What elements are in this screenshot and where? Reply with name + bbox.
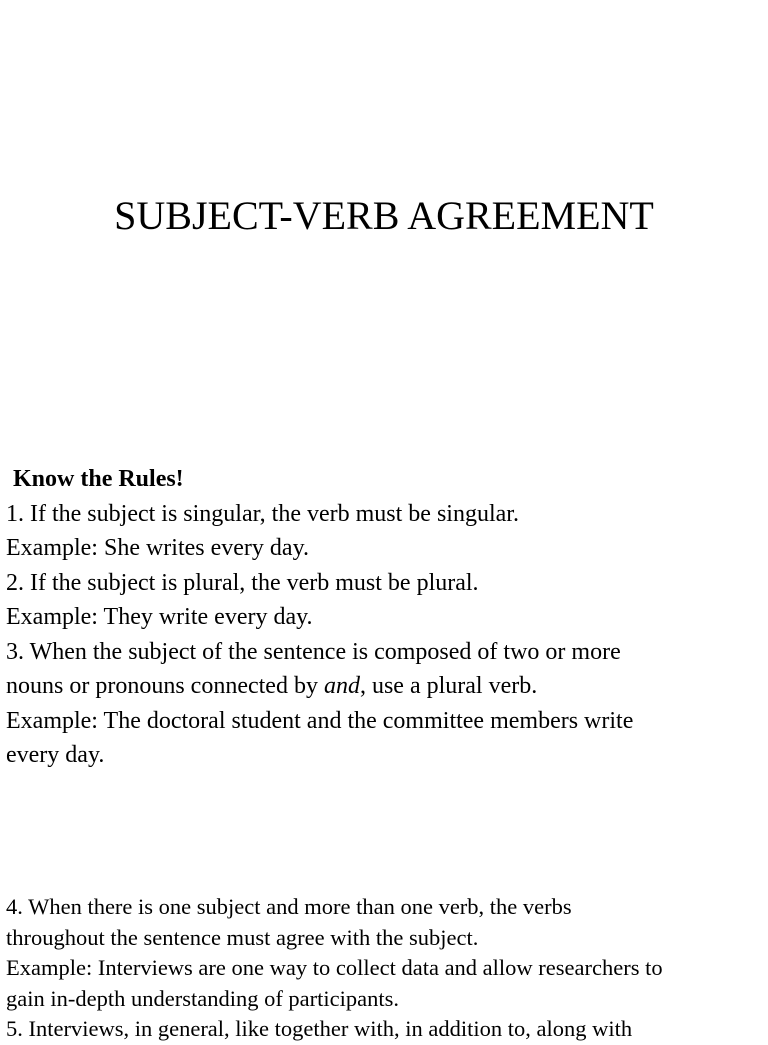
rule-4-line-1: 4. When there is one subject and more than one verb, the verbs [6,894,572,919]
rule-5-partial: 5. Interviews, in general, like together with, in addition to, along with [6,1016,633,1041]
example-4-line-2: gain in-depth understanding of participants. [6,985,400,1011]
rule-3-line-2 [6,669,768,704]
example-3-line-1: Example: The doctoral student and the committee members write [6,707,634,734]
example-4-line-1: Example: Interviews are one way to collect data and allow researchers to [6,955,663,980]
example-3-line-2: every day. [6,742,105,768]
rules-section [6,462,768,773]
example-2: Example: They write every day. [6,604,313,630]
rule-3-text-before: nouns or pronouns connected by [6,673,324,699]
rule-4-line-2: throughout the sentence must agree with the subject. [6,924,479,950]
rules-section-continued [6,892,768,1041]
example-1: Example: She writes every day. [6,535,310,561]
page-title: SUBJECT-VERB AGREEMENT [114,193,654,238]
rules-heading: Know the Rules! [13,466,184,492]
rule-3-emphasis: and [323,673,360,699]
rule-1: 1. If the subject is singular, the verb must be singular. [6,500,519,527]
rule-3-text-after: , use a plural verb. [359,673,538,699]
rule-2: 2. If the subject is plural, the verb must be plural. [6,569,479,596]
rule-3-line-1: 3. When the subject of the sentence is composed of two or more [6,638,621,665]
